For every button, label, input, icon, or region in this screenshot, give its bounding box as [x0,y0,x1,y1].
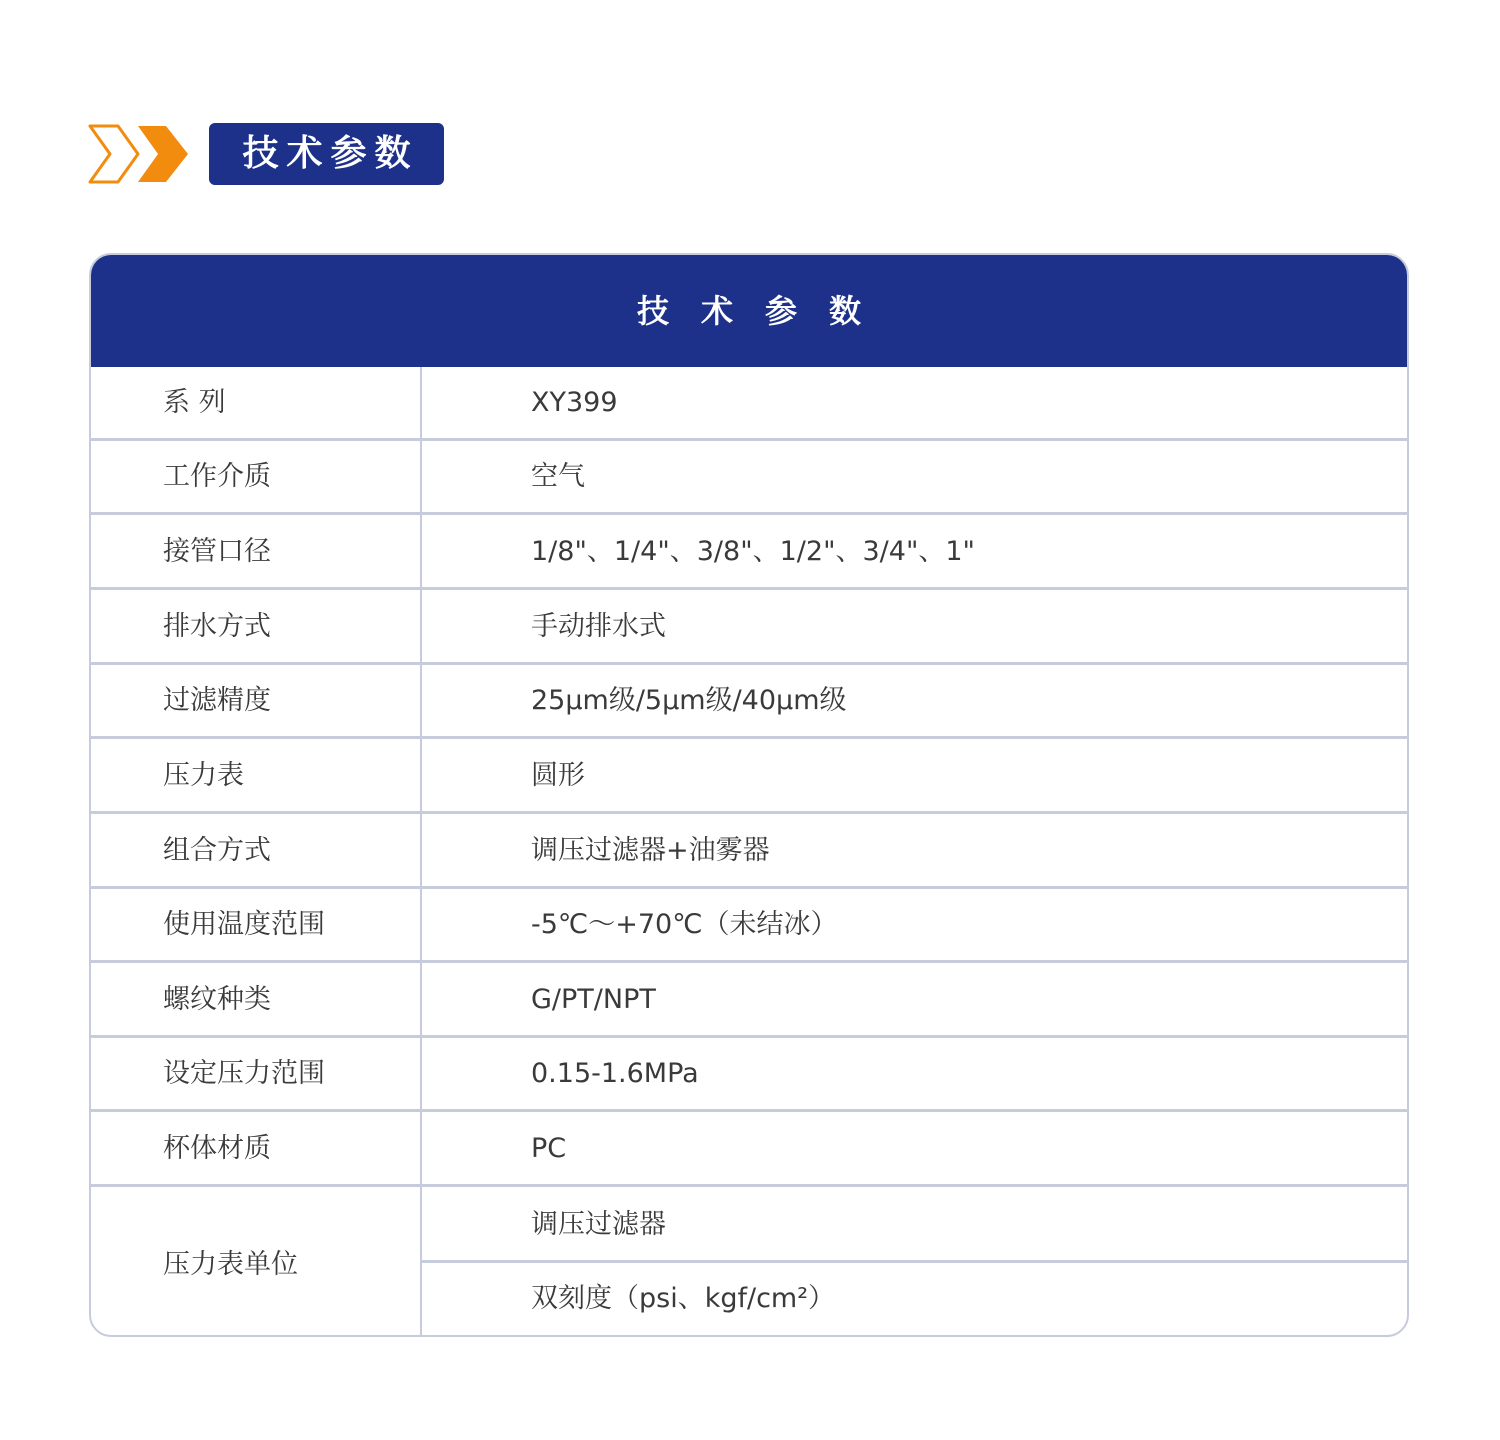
row-value: 圆形 [531,760,585,791]
table-header: 技术参数 [91,255,1407,367]
table-row [91,1038,1407,1112]
row-label: 系 列 [163,387,226,418]
row-value: 空气 [531,461,585,492]
row-label: 杯体材质 [163,1133,271,1164]
table-row [91,591,1407,665]
row-value: 0.15-1.6MPa [531,1058,699,1089]
spec-table [89,253,1409,1337]
row-label: 压力表 [163,760,244,791]
row-label: 接管口径 [163,536,271,567]
row-value: 手动排水式 [531,611,666,642]
table-row [91,441,1407,515]
row-label: 工作介质 [163,461,271,492]
row-label: 过滤精度 [163,685,271,716]
row-value: -5℃～+70℃（未结冰） [531,909,838,940]
table-row [91,889,1407,963]
row-value: XY399 [531,387,618,418]
merged-row-label: 压力表单位 [163,1249,298,1280]
row-label: 螺纹种类 [163,984,271,1015]
row-value: G/PT/NPT [531,984,656,1015]
table-row [91,815,1407,889]
merged-sub-row [422,1189,1407,1263]
table-row [91,964,1407,1038]
table-row [91,665,1407,739]
section-title: 技术参数 [209,123,444,185]
row-value: 25μm级/5μm级/40μm级 [531,685,847,716]
row-value: 双刻度（psi、kgf/cm²） [531,1283,836,1314]
table-row [91,1113,1407,1187]
row-value: 调压过滤器 [531,1209,666,1240]
row-value: 1/8"、1/4"、3/8"、1/2"、3/4"、1" [531,536,975,567]
row-label: 组合方式 [163,835,271,866]
double-chevron-icon [86,122,190,186]
row-value: PC [531,1133,567,1164]
table-row [91,516,1407,590]
row-label: 使用温度范围 [163,909,325,940]
row-label: 设定压力范围 [163,1058,325,1089]
row-label: 排水方式 [163,611,271,642]
table-row [91,740,1407,814]
merged-sub-row [422,1263,1407,1337]
table-row [91,367,1407,441]
row-value: 调压过滤器+油雾器 [531,835,770,866]
